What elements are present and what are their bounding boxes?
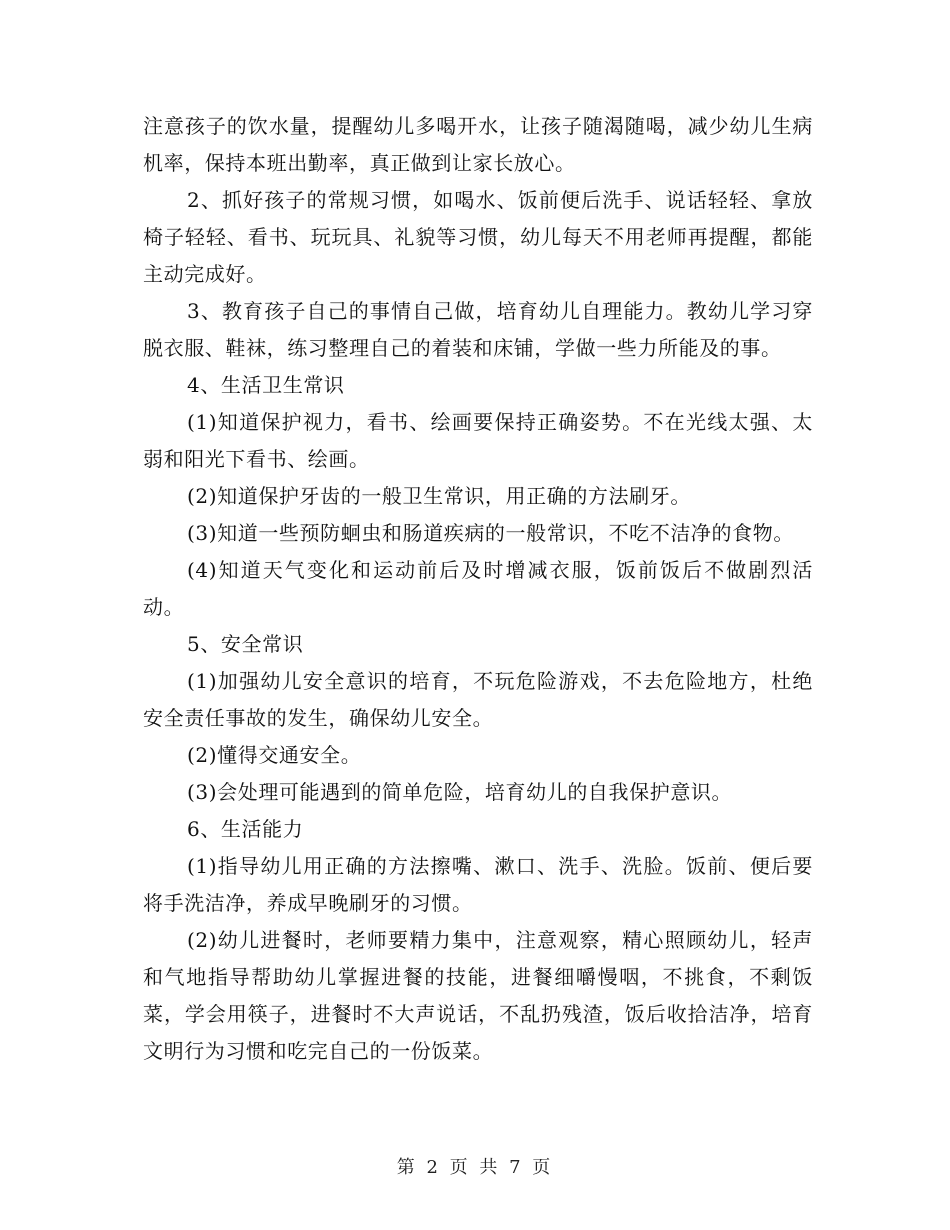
section-heading-life-skills: 6、生活能力: [187, 817, 304, 841]
paragraph-item-2: 2、抓好孩子的常规习惯，如喝水、饭前便后洗手、说话轻轻、拿放椅子轻轻、看书、玩玩具、礼貌等习惯，幼儿每天不用老师再提醒，都能主动完成好。: [143, 188, 813, 286]
safety-item-2: (2)懂得交通安全。: [187, 743, 362, 767]
hygiene-item-3: (3)知道一些预防蛔虫和肠道疾病的一般常识，不吃不洁净的食物。: [187, 521, 794, 545]
page-number-footer: 第 2 页 共 7 页: [396, 1157, 554, 1178]
hygiene-item-1: (1)知道保护视力，看书、绘画要保持正确姿势。不在光线太强、太弱和阳光下看书、绘画。: [143, 410, 813, 471]
hygiene-item-4: (4)知道天气变化和运动前后及时增减衣服，饭前饭后不做剧烈活动。: [143, 558, 813, 619]
paragraph-continuation: 注意孩子的饮水量，提醒幼儿多喝开水，让孩子随渴随喝，减少幼儿生病机率，保持本班出勤率，真正做到让家长放心。: [143, 114, 813, 175]
life-skills-item-2: (2)幼儿进餐时，老师要精力集中，注意观察，精心照顾幼儿，轻声和气地指导帮助幼儿掌握进餐的技能，进餐细嚼慢咽，不挑食，不剩饭菜，学会用筷子，进餐时不大声说话，不乱扔残渣，饭后收拾洁净，培育文明行为习惯和吃完自己的一份饭菜。: [143, 928, 813, 1063]
safety-item-3: (3)会处理可能遇到的简单危险，培育幼儿的自我保护意识。: [187, 780, 733, 804]
section-heading-hygiene: 4、生活卫生常识: [187, 373, 345, 397]
safety-item-1: (1)加强幼儿安全意识的培育，不玩危险游戏，不去危险地方，杜绝安全责任事故的发生，确保幼儿安全。: [143, 669, 813, 730]
paragraph-item-3: 3、教育孩子自己的事情自己做，培育幼儿自理能力。教幼儿学习穿脱衣服、鞋袜，练习整理自己的着装和床铺，学做一些力所能及的事。: [143, 299, 813, 360]
hygiene-item-2: (2)知道保护牙齿的一般卫生常识，用正确的方法刷牙。: [187, 484, 691, 508]
life-skills-item-1: (1)指导幼儿用正确的方法擦嘴、漱口、洗手、洗脸。饭前、便后要将手洗洁净，养成早晚刷牙的习惯。: [143, 854, 813, 915]
section-heading-safety: 5、安全常识: [187, 632, 304, 656]
document-body: [143, 108, 813, 1070]
